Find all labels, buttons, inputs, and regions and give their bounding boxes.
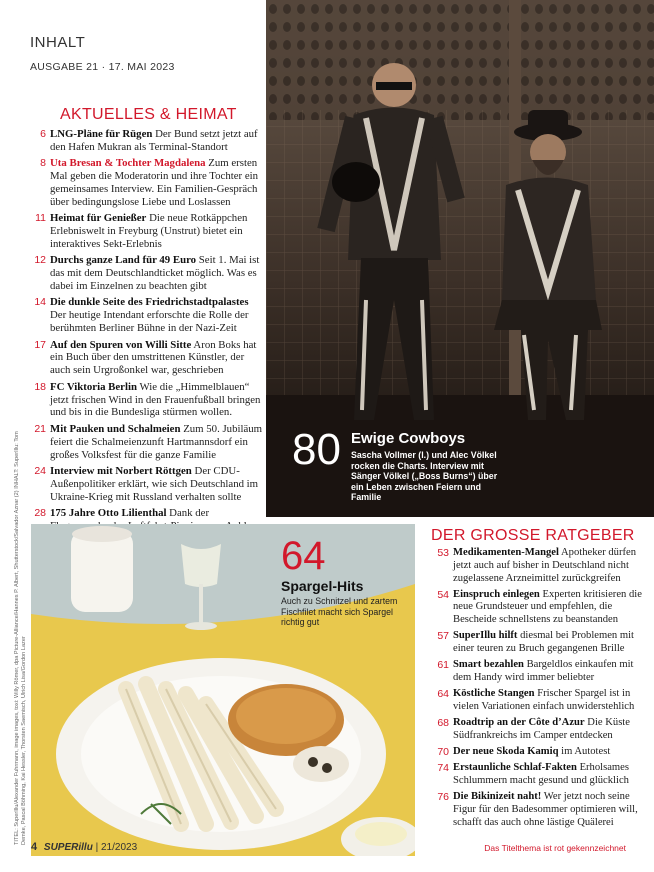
toc-entry-title: Heimat für Genießer (50, 212, 147, 225)
toc-entry-title: Auf den Spuren von Willi Sitte (50, 338, 192, 351)
toc-entry-description: Die Küste Südfrankreichs im Camper entdecken (453, 717, 630, 741)
toc-entry-title: Durchs ganze Land für 49 Euro (50, 254, 197, 267)
toc-entry[interactable] (424, 688, 642, 714)
toc-entry-text (453, 746, 642, 759)
footnote: Das Titelthema ist rot gekennzeichnet (484, 843, 626, 853)
toc-entry-text (453, 589, 642, 627)
toc-entry[interactable] (30, 212, 265, 251)
toc-page-number: 53 (437, 547, 449, 559)
toc-entry-text (453, 630, 642, 656)
magazine-name: SUPERillu (43, 842, 93, 853)
toc-entry-title: Medikamenten-Mangel (453, 547, 559, 558)
toc-entry[interactable] (424, 762, 642, 788)
toc-entry-title: Die dunkle Seite des Friedrichstadtpalastes (50, 296, 249, 309)
toc-entry-title: LNG-Pläne für Rügen (50, 128, 153, 140)
toc-entry[interactable] (424, 746, 642, 759)
toc-entry[interactable] (30, 381, 265, 420)
toc-page-number: 12 (34, 254, 46, 267)
food-story-title: Spargel-Hits (281, 578, 364, 594)
toc-entry-description: diesmal bei Problemen mit einer teuren zu Bruch gegangenen Brille (453, 630, 634, 655)
cover-story-page: 80 (292, 425, 341, 474)
toc-entry-title: Einspruch einlegen (453, 588, 540, 600)
toc-page-number: 11 (35, 212, 46, 225)
toc-entry-title: Mit Pauken und Schalmeien (50, 422, 181, 435)
toc-entry-text (50, 212, 265, 251)
toc-entry-description: Der CDU-Außenpolitiker erklärt, wie sich Deutschland im Ukraine-Krieg mit Russland verhalten sollte (50, 464, 259, 503)
section-title-ratgeber: DER GROSSE RATGEBER (431, 527, 635, 544)
toc-entry-text (50, 339, 265, 378)
toc-entry[interactable] (424, 547, 642, 585)
photo-credits: TITEL: SuperIllu/Alexander Fuhrmann, image images, toxi: Willy Römer, dpa Picture-Alliance/Hannes P. Albert, Shutterstock/Salvador Aznar (2) INHALT: SuperIllu: Tom Demke, Pascal Böhming, Kai Hessler, Thorsten Saemisch, Ulrich Lisa/Gordon Lazer (14, 431, 27, 845)
toc-entry[interactable] (424, 791, 642, 829)
header (30, 34, 175, 73)
toc-entry-text (50, 254, 265, 293)
toc-page-number: 14 (34, 296, 46, 309)
toc-entry[interactable] (424, 589, 642, 627)
toc-entry-text (50, 296, 265, 335)
toc-entry-text (453, 688, 642, 714)
toc-page-number: 18 (34, 380, 46, 393)
toc-entry-text (453, 547, 642, 585)
cover-story-image[interactable] (266, 0, 654, 517)
toc-entry-description: Bargeldlos einkaufen mit dem Handy wird immer beliebter (453, 659, 634, 684)
toc-entry-title: Interview mit Norbert Röttgen (50, 464, 192, 477)
cover-story-caption (292, 425, 501, 503)
toc-entry-text (50, 128, 265, 154)
toc-page-number: 70 (437, 745, 449, 758)
toc-page-number: 57 (437, 630, 449, 643)
toc-entry[interactable] (30, 423, 265, 462)
toc-entry[interactable] (424, 717, 642, 743)
toc-entry-description: Der heutige Intendant erforschte die Rolle der berühmten Berliner Bühne in der Nazi-Zeit (50, 309, 249, 335)
toc-entry[interactable] (30, 128, 265, 154)
food-story-image[interactable] (31, 524, 415, 856)
footer-issue: 21/2023 (100, 842, 138, 853)
toc-entry-title: Smart bezahlen (453, 659, 524, 671)
toc-entry[interactable] (424, 659, 642, 685)
toc-entry[interactable] (30, 254, 265, 293)
toc-entry-description: Apotheker dürfen jetzt auch auf bisher in Deutschland nicht zugelassene Arzneimittel zurückgreifen (453, 547, 637, 584)
toc-entry[interactable] (30, 296, 265, 335)
toc-entry[interactable] (30, 157, 265, 209)
toc-entry-text (50, 381, 265, 420)
toc-entry-text (453, 791, 642, 829)
toc-entry-description: Zum ersten Mal geben die Moderatorin und ihre Tochter ein gemeinsames Interview. Ein Familien-Gespräch über bedingungslose Liebe und Loslassen (50, 157, 259, 208)
toc-ratgeber (424, 547, 642, 833)
toc-entry-text (453, 717, 642, 743)
toc-page-number: 54 (437, 588, 449, 601)
toc-entry-text (453, 762, 642, 788)
toc-entry-description: Wer jetzt noch seine Figur für den Badesommer optimieren will, schafft das auch ohne lästige Quälerei (453, 790, 638, 828)
toc-entry-description: Der Bund setzt jetzt auf den Hafen Mukran als Terminal-Standort (50, 128, 258, 153)
food-story-text: Auch zu Schnitzel und zartem Fischfilet macht sich Spargel richtig gut (281, 596, 398, 627)
section-label: INHALT (30, 34, 86, 51)
toc-entry-description: Die neue Rotkäppchen Erlebniswelt in Freyburg (Unstrut) bietet ein interaktives Sekt-Erlebnis (50, 212, 248, 251)
toc-entry-description: Wie die „Himmelblauen“ jetzt frischen Wind in den Frauenfußball bringen und bis in die Bundesliga stürmen wollen. (50, 380, 261, 419)
toc-entry-description: im Autotest (561, 745, 611, 757)
toc-entry-title: Köstliche Stangen (453, 688, 535, 700)
toc-page-number: 74 (437, 762, 449, 775)
toc-entry-text (50, 423, 265, 462)
toc-entry-text (453, 659, 642, 685)
toc-entry-text (50, 465, 265, 504)
toc-entry-description: Aron Boks hat ein Buch über den umstrittenen Künstler, der auch sein Urgroßonkel war, geschrieben (50, 338, 257, 377)
page-footer: 4 SUPERillu | 21/2023 (31, 841, 138, 853)
issue-date: AUSGABE 21 · 17. MAI 2023 (30, 61, 175, 73)
toc-entry-title: Die Bikinizeit naht! (453, 790, 542, 802)
section-title-aktuelles: AKTUELLES & HEIMAT (60, 106, 237, 123)
food-story-caption (281, 536, 399, 628)
toc-entry-description: Dank der (169, 506, 210, 519)
toc-entry-description: Seit 1. Mai ist das mit dem Deutschlandticket möglich. Was es dabei im Einzelnen zu beachten gibt (50, 254, 260, 293)
cover-story-text: Sascha Vollmer (l.) und Alec Völkel rocken die Charts. Interview mit Sänger Völkel („Boss Burns“) über ein Leben zwischen Feiern und Familie (350, 450, 498, 503)
toc-page-number: 8 (40, 157, 46, 170)
toc-entry-description: Zum 50. Jubiläum feiert die Schalmeienzunft Hartmannsdorf ein großes Volksfest für die ganze Familie (50, 422, 263, 461)
toc-entry-title: Uta Bresan & Tochter Magdalena (50, 157, 206, 170)
toc-entry[interactable] (30, 465, 265, 504)
toc-entry-title: Der neue Skoda Kamiq (453, 745, 559, 757)
toc-page-number: 21 (34, 422, 46, 435)
toc-aktuelles (30, 128, 265, 549)
toc-page-number: 64 (437, 688, 449, 701)
toc-entry-text (50, 157, 265, 209)
toc-entry-description: Frischer Spargel ist in vielen Variationen einfach unwiderstehlich (453, 688, 635, 712)
toc-entry-title: FC Viktoria Berlin (50, 380, 137, 393)
food-story-page: 64 (281, 534, 326, 578)
toc-page-number: 28 (34, 506, 46, 519)
toc-page-number: 76 (437, 790, 449, 803)
toc-page-number: 68 (437, 717, 449, 730)
toc-page-number: 6 (40, 128, 46, 140)
toc-entry-title: SuperIllu hilft (453, 630, 518, 642)
toc-entry-title: Roadtrip an der Côte d’Azur (453, 717, 585, 729)
toc-entry[interactable] (30, 339, 265, 378)
toc-entry-description: Erholsames Schlummern macht gesund und glücklich (453, 762, 629, 786)
page-number: 4 (31, 841, 38, 853)
toc-entry-description: Experten kritisieren die neue Grundsteuer und empfehlen, die Bescheide schnellstens zu beanstanden (453, 588, 642, 626)
toc-page-number: 17 (34, 338, 46, 351)
toc-page-number: 24 (34, 464, 46, 477)
cover-story-title: Ewige Cowboys (350, 430, 466, 447)
toc-entry-title: Erstaunliche Schlaf-Fakten (453, 762, 577, 774)
toc-page-number: 61 (437, 659, 449, 672)
toc-entry-title: 175 Jahre Otto Lilienthal (50, 506, 167, 519)
toc-entry[interactable] (424, 630, 642, 656)
